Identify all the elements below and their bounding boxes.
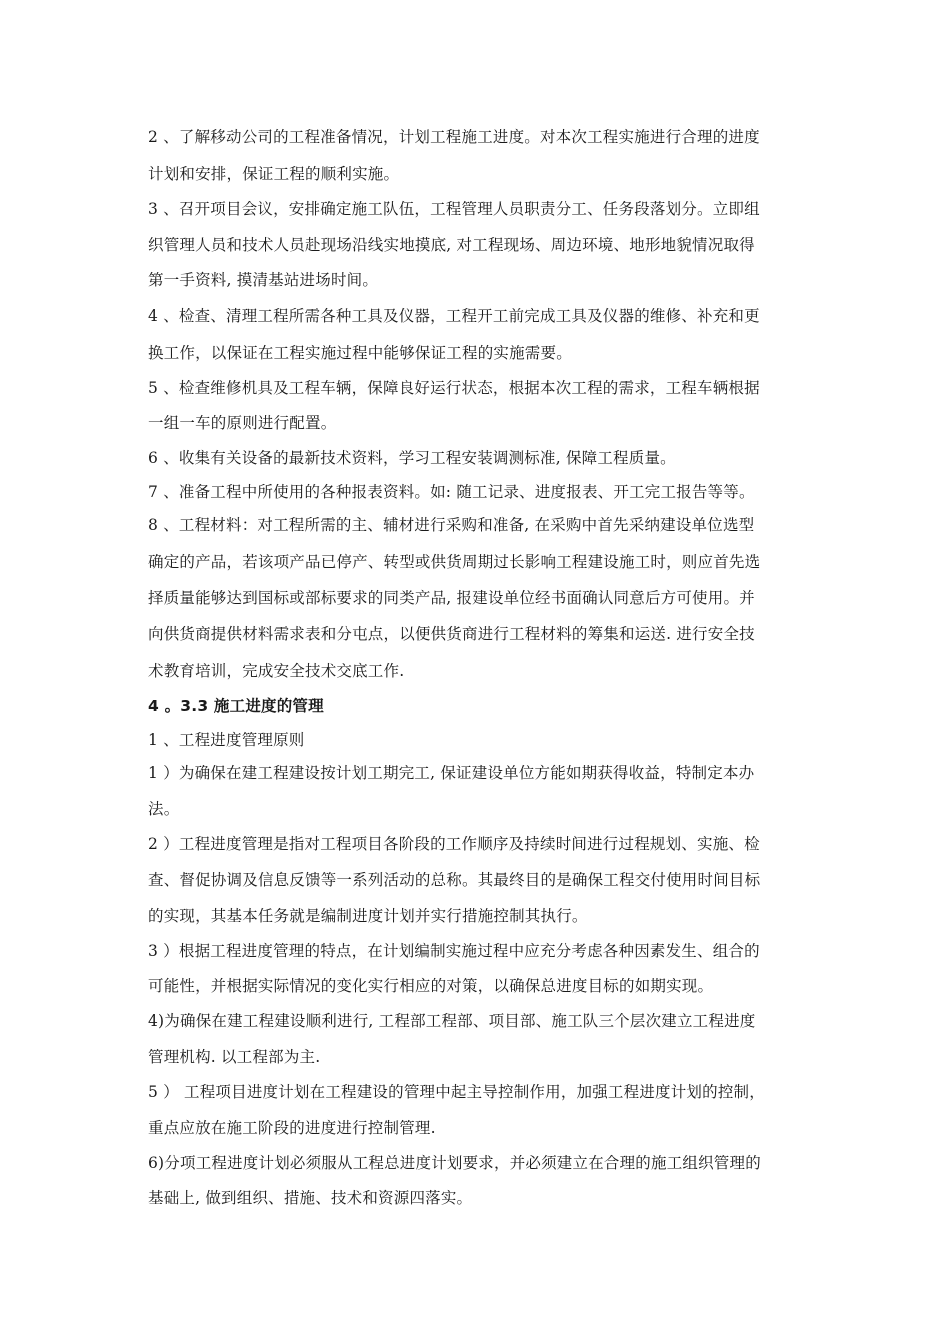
text-line: 织管理人员和技术人员赴现场沿线实地摸底, 对工程现场、周边环境、地形地貌情况取得 bbox=[148, 236, 755, 254]
text-line: 3 ）根据工程进度管理的特点，在计划编制实施过程中应充分考虑各种因素发生、组合的 bbox=[148, 942, 760, 960]
text-line: 6 、收集有关设备的最新技术资料，学习工程安装调测标准, 保障工程质量。 bbox=[148, 449, 676, 467]
text-line: 8 、工程材料：对工程所需的主、辅材进行采购和准备, 在采购中首先采纳建设单位选型 bbox=[148, 516, 755, 534]
text-line: 法。 bbox=[148, 800, 180, 818]
text-line: 换工作，以保证在工程实施过程中能够保证工程的实施需要。 bbox=[148, 344, 572, 362]
text-line: 7 、准备工程中所使用的各种报表资料。如: 随工记录、进度报表、开工完工报告等等。 bbox=[148, 483, 755, 501]
subsection-heading: 1 、工程进度管理原则 bbox=[148, 731, 305, 749]
text-line: 管理机构. 以工程部为主. bbox=[148, 1048, 321, 1066]
text-line: 可能性，并根据实际情况的变化实行相应的对策，以确保总进度目标的如期实现。 bbox=[148, 977, 714, 995]
section-heading: 4 。3.3 施工进度的管理 bbox=[148, 697, 324, 715]
text-line: 3 、召开项目会议，安排确定施工队伍，工程管理人员职责分工、任务段落划分。立即组 bbox=[148, 200, 760, 218]
text-line: 6)分项工程进度计划必须服从工程总进度计划要求，并必须建立在合理的施工组织管理的 bbox=[148, 1154, 761, 1172]
text-line: 2 、了解移动公司的工程准备情况，计划工程施工进度。对本次工程实施进行合理的进度 bbox=[148, 128, 760, 146]
text-line: 第一手资料, 摸清基站进场时间。 bbox=[148, 271, 379, 289]
text-line: 一组一车的原则进行配置。 bbox=[148, 414, 337, 432]
text-line: 计划和安排，保证工程的顺利实施。 bbox=[148, 165, 400, 183]
text-line: 术教育培训，完成安全技术交底工作. bbox=[148, 662, 405, 680]
text-line: 4)为确保在建工程建设顺利进行, 工程部工程部、项目部、施工队三个层次建立工程进度 bbox=[148, 1012, 756, 1030]
text-line: 择质量能够达到国标或部标要求的同类产品, 报建设单位经书面确认同意后方可使用。并 bbox=[148, 589, 755, 607]
text-line: 1 ）为确保在建工程建设按计划工期完工, 保证建设单位方能如期获得收益，特制定本办 bbox=[148, 764, 755, 782]
text-line: 5 ） 工程项目进度计划在工程建设的管理中起主导控制作用，加强工程进度计划的控制， bbox=[148, 1083, 765, 1101]
text-line: 重点应放在施工阶段的进度进行控制管理. bbox=[148, 1119, 436, 1137]
text-line: 的实现，其基本任务就是编制进度计划并实行措施控制其执行。 bbox=[148, 907, 588, 925]
text-line: 4 、检查、清理工程所需各种工具及仪器，工程开工前完成工具及仪器的维修、补充和更 bbox=[148, 307, 760, 325]
text-line: 查、督促协调及信息反馈等一系列活动的总称。其最终目的是确保工程交付使用时间目标 bbox=[148, 871, 761, 889]
text-line: 5 、检查维修机具及工程车辆，保障良好运行状态，根据本次工程的需求，工程车辆根据 bbox=[148, 379, 760, 397]
text-line: 确定的产品，若该项产品已停产、转型或供货周期过长影响工程建设施工时，则应首先选 bbox=[148, 553, 761, 571]
text-line: 向供货商提供材料需求表和分屯点，以便供货商进行工程材料的筹集和运送. 进行安全技 bbox=[148, 625, 755, 643]
text-line: 2 ）工程进度管理是指对工程项目各阶段的工作顺序及持续时间进行过程规划、实施、检 bbox=[148, 835, 760, 853]
text-line: 基础上, 做到组织、措施、技术和资源四落实。 bbox=[148, 1189, 473, 1207]
